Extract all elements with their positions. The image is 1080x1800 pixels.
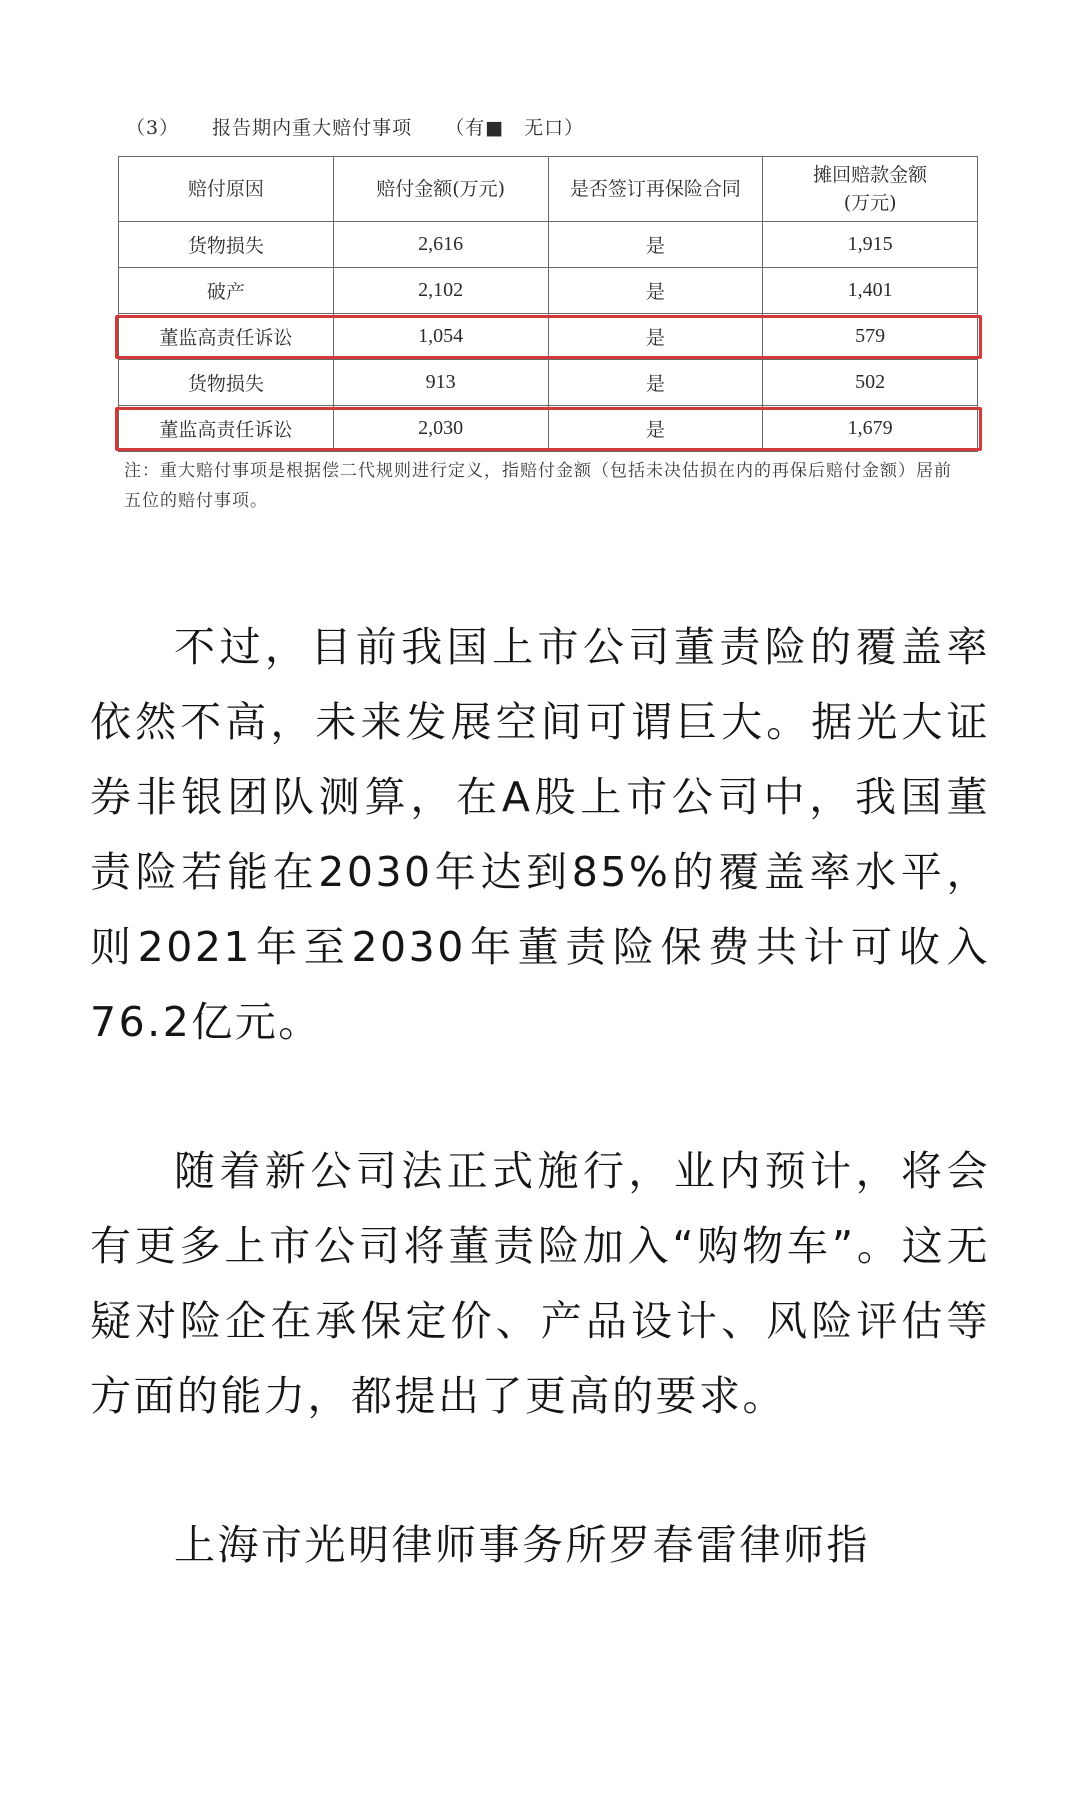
article-paragraph: 随着新公司法正式施行，业内预计，将会有更多上市公司将董责险加入“购物车”。这无疑对险企在承保定价、产品设计、风险评估等方面的能力，都提出了更高的要求。 xyxy=(90,1147,990,1420)
column-header-recovered-text: 摊回赔款金额 (万元) xyxy=(813,164,928,214)
table-row xyxy=(119,360,978,406)
cell-reinsured: 是 xyxy=(548,222,763,268)
cell-amount: 2,616 xyxy=(333,222,548,268)
column-header-reinsured: 是否签订再保险合同 xyxy=(548,157,763,222)
article-paragraph: 上海市光明律师事务所罗春雷律师指 xyxy=(174,1521,870,1569)
cell-recovered: 502 xyxy=(763,360,978,406)
cell-reason: 货物损失 xyxy=(119,222,334,268)
cell-reason: 破产 xyxy=(119,268,334,314)
cell-reason: 董监高责任诉讼 xyxy=(119,314,334,360)
cell-reinsured: 是 xyxy=(548,314,763,360)
table-row xyxy=(119,314,978,360)
report-heading xyxy=(118,108,978,148)
cell-reinsured: 是 xyxy=(548,268,763,314)
cell-amount: 2,102 xyxy=(333,268,548,314)
cell-amount: 913 xyxy=(333,360,548,406)
table-header-row xyxy=(119,157,978,222)
column-header-reason: 赔付原因 xyxy=(119,157,334,222)
article-body xyxy=(90,610,990,1657)
claims-table xyxy=(118,156,978,452)
cell-amount: 2,030 xyxy=(333,406,548,452)
cell-recovered: 1,915 xyxy=(763,222,978,268)
table-row xyxy=(119,222,978,268)
table-row xyxy=(119,406,978,452)
column-header-recovered xyxy=(763,157,978,222)
report-heading-choice: （有■ 无口） xyxy=(445,117,585,139)
column-header-amount: 赔付金额(万元) xyxy=(333,157,548,222)
table-row xyxy=(119,268,978,314)
cell-reinsured: 是 xyxy=(548,360,763,406)
report-footnote: 注：重大赔付事项是根据偿二代规则进行定义，指赔付金额（包括未决估损在内的再保后赔付金额）居前五位的赔付事项。 xyxy=(124,461,952,511)
report-heading-number: （3） xyxy=(126,117,180,139)
cell-amount: 1,054 xyxy=(333,314,548,360)
cell-reason: 货物损失 xyxy=(119,360,334,406)
cell-recovered: 1,679 xyxy=(763,406,978,452)
cell-reason: 董监高责任诉讼 xyxy=(119,406,334,452)
cell-reinsured: 是 xyxy=(548,406,763,452)
report-heading-title: 报告期内重大赔付事项 xyxy=(212,117,413,139)
cell-recovered: 1,401 xyxy=(763,268,978,314)
article-paragraph: 不过，目前我国上市公司董责险的覆盖率依然不高，未来发展空间可谓巨大。据光大证券非银团队测算，在A股上市公司中，我国董责险若能在2030年达到85%的覆盖率水平，则2021年至2030年董责险保费共计可收入76.2亿元。 xyxy=(90,623,990,1046)
report-excerpt xyxy=(118,108,978,516)
cell-recovered: 579 xyxy=(763,314,978,360)
